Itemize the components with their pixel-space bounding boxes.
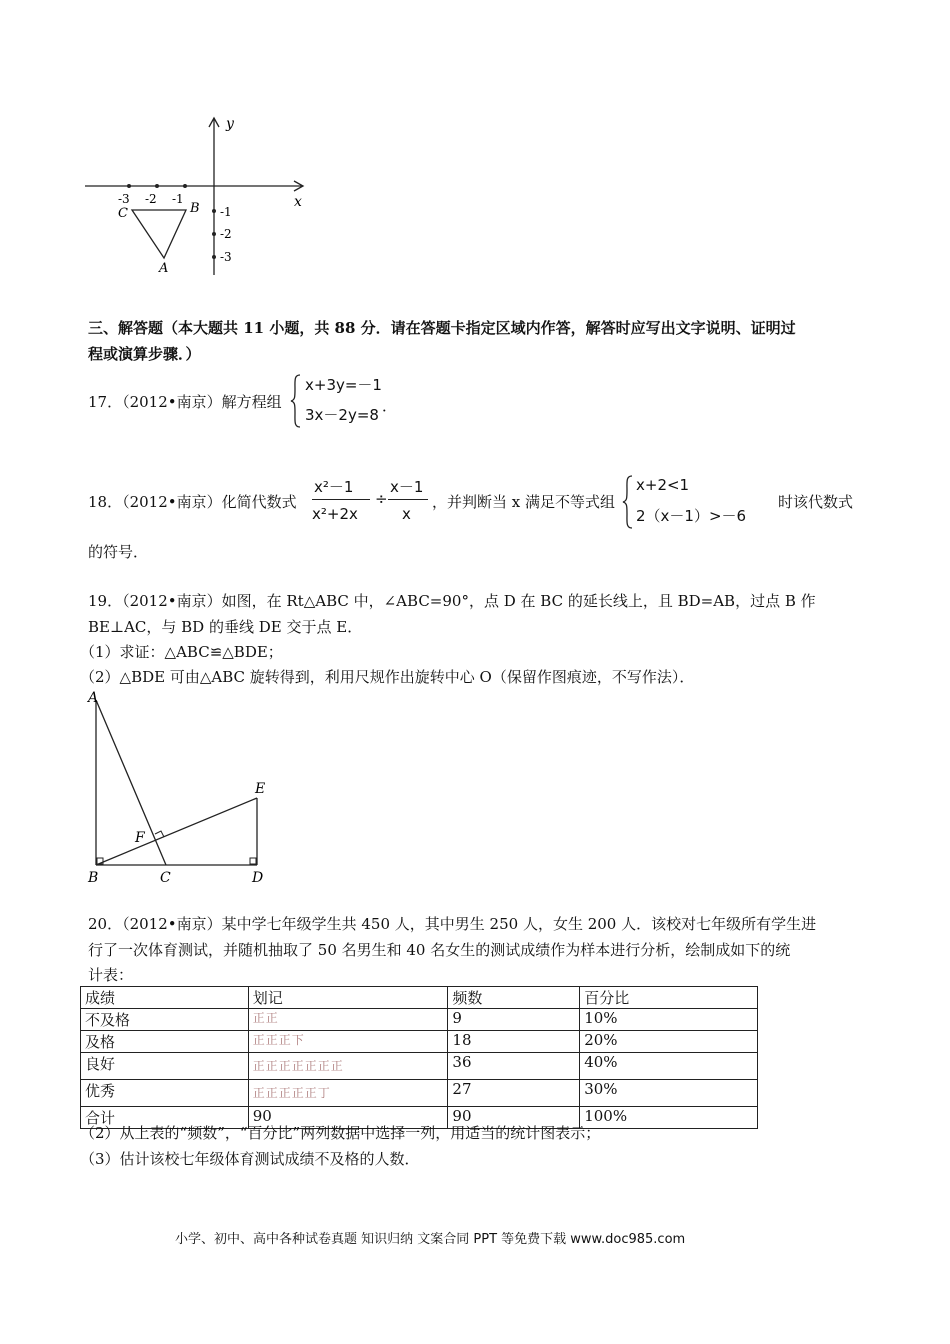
x-tick-label: -3: [118, 192, 130, 206]
table-row: [81, 1031, 758, 1053]
q17-equation-2: 3x－2y=8: [305, 406, 379, 424]
table-cell: 合计: [81, 1107, 249, 1129]
point-label-b: B: [190, 201, 200, 216]
x-axis-label: x: [294, 194, 302, 210]
q18-line2: 的符号．: [88, 543, 149, 561]
table-cell: 90: [248, 1107, 448, 1129]
q18-inequality-2: 2（x－1）>－6: [636, 507, 747, 525]
table-cell: 9: [448, 1009, 580, 1031]
q18-numerator-2: x－1: [390, 478, 424, 496]
point-label-c: C: [118, 206, 128, 221]
figure-label-b: B: [88, 870, 99, 886]
x-tick-label: -1: [172, 192, 184, 206]
y-axis-label: y: [226, 116, 234, 132]
q19-part1: （1）求证：△ABC≌△BDE；: [80, 643, 283, 661]
section3-heading-line1: 三、解答题（本大题共 11 小题，共 88 分．请在答题卡指定区域内作答，解答时应写出文字说明、证明过: [88, 319, 796, 337]
page-footer: 小学、初中、高中各种试卷真题 知识归纳 文案合同 PPT 等免费下载 www.doc985.com: [175, 1232, 686, 1247]
table-cell: 36: [448, 1053, 580, 1080]
table-cell: 30%: [580, 1080, 758, 1107]
figure-label-c: C: [160, 870, 171, 886]
table-cell: 优秀: [81, 1080, 249, 1107]
section3-heading-line2: 程或演算步骤．）: [88, 345, 201, 363]
q18-suffix: 时该代数式: [778, 493, 854, 511]
table-header: 百分比: [580, 987, 758, 1009]
x-tick-label: -2: [145, 192, 157, 206]
coordinate-graph: [80, 110, 320, 280]
q18-divide-sign: ÷: [375, 490, 388, 508]
q17-equation-1: x+3y=－1: [305, 376, 382, 394]
tally-marks: 正正: [248, 1009, 448, 1031]
q19-line1: 19．（2012•南京）如图，在 Rt△ABC 中，∠ABC=90°，点 D 在 BC 的延长线上，且 BD=AB，过点 B 作: [88, 592, 816, 610]
table-cell: 27: [448, 1080, 580, 1107]
q18-inequality-1: x+2<1: [636, 476, 690, 494]
q18-fraction-bar-2: [388, 499, 428, 500]
triangle-abc: [132, 210, 186, 258]
figure-label-e: E: [255, 781, 266, 797]
q20-line2: 行了一次体育测试，并随机抽取了 50 名男生和 40 名女生的测试成绩作为样本进行分析，绘制成如下的统: [88, 941, 791, 959]
table-row: [81, 1009, 758, 1031]
table-cell: 良好: [81, 1053, 249, 1080]
table-cell: 90: [448, 1107, 580, 1129]
tally-marks: 正正正正正丁: [248, 1080, 448, 1107]
table-row: [81, 1053, 758, 1080]
q19-figure: [80, 688, 280, 888]
q17-suffix: ．: [382, 397, 398, 415]
y-tick-label: -2: [220, 227, 232, 241]
table-header: 频数: [448, 987, 580, 1009]
table-row: [81, 1080, 758, 1107]
q18-middle: ，并判断当 x 满足不等式组: [432, 493, 615, 511]
q20-part3: （3）估计该校七年级体育测试成绩不及格的人数．: [80, 1150, 420, 1168]
table-cell: 不及格: [81, 1009, 249, 1031]
y-tick-label: -3: [220, 250, 232, 264]
figure-label-d: D: [252, 870, 264, 886]
tally-marks: 正正正下: [248, 1031, 448, 1053]
q18-brace: [622, 474, 634, 530]
table-cell: 18: [448, 1031, 580, 1053]
q18-prefix: 18．（2012•南京）化简代数式: [88, 493, 297, 511]
table-cell: 40%: [580, 1053, 758, 1080]
table-header: 划记: [248, 987, 448, 1009]
table-header-row: [81, 987, 758, 1009]
q18-denominator-2: x: [402, 505, 411, 523]
table-cell: 20%: [580, 1031, 758, 1053]
q18-denominator-1: x²+2x: [312, 505, 358, 523]
q19-line2: BE⊥AC，与 BD 的垂线 DE 交于点 E．: [88, 618, 363, 636]
q20-part2: （2）从上表的“频数”，“百分比”两列数据中选择一列，用适当的统计图表示；: [80, 1124, 601, 1142]
q18-numerator-1: x²－1: [314, 478, 354, 496]
point-label-a: A: [159, 261, 169, 276]
q20-line1: 20．（2012•南京）某中学七年级学生共 450 人，其中男生 250 人，女生 200 人．该校对七年级所有学生进: [88, 915, 817, 933]
table-cell: 及格: [81, 1031, 249, 1053]
table-cell: 100%: [580, 1107, 758, 1129]
table-header: 成绩: [81, 987, 249, 1009]
y-tick-label: -1: [220, 205, 232, 219]
table-cell: 10%: [580, 1009, 758, 1031]
q17-brace: [290, 373, 302, 429]
tally-marks: 正正正正正正正: [248, 1053, 448, 1080]
q18-fraction-bar-1: [312, 499, 370, 500]
figure-label-a: A: [88, 690, 99, 706]
q19-part2: （2）△BDE 可由△ABC 旋转得到，利用尺规作出旋转中心 O（保留作图痕迹，不写作法）．: [80, 668, 695, 686]
stats-table: [80, 986, 758, 1129]
q20-line3: 计表：: [88, 966, 134, 984]
figure-label-f: F: [135, 830, 145, 846]
q17-prefix: 17．（2012•南京）解方程组: [88, 393, 282, 411]
